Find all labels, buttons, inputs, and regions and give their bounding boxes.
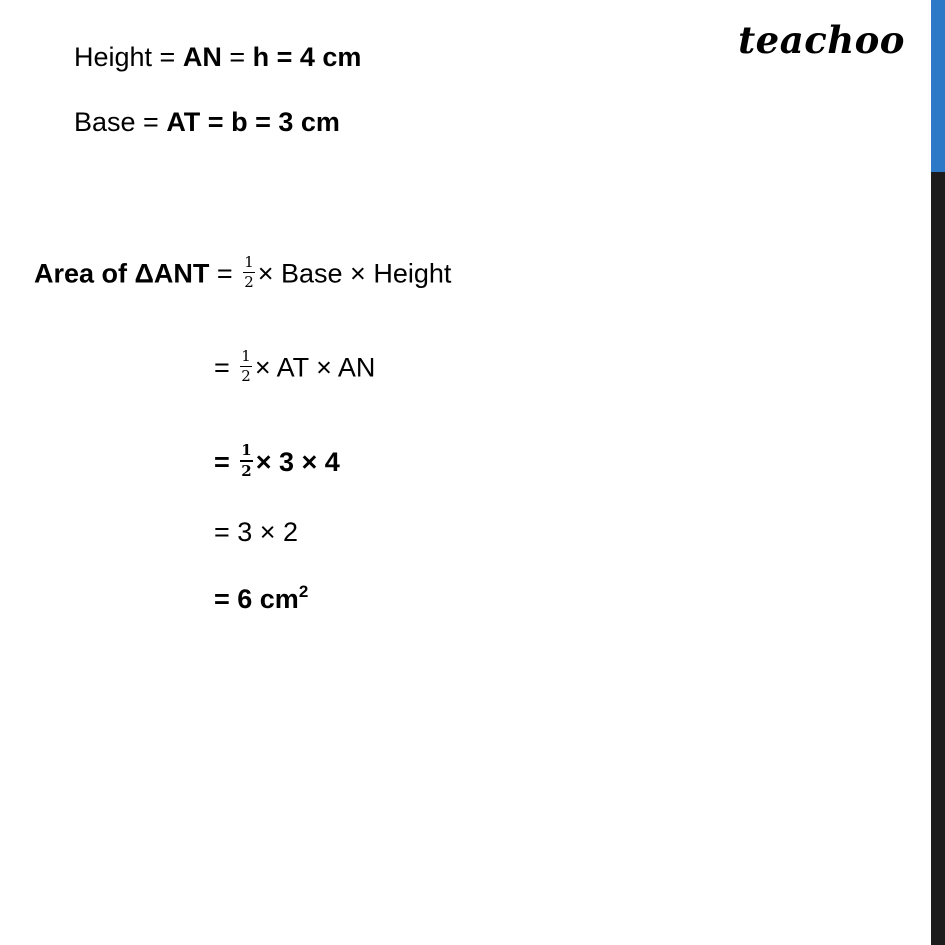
step-multiply: = 3 × 2	[214, 517, 299, 547]
result-value: = 6 cm	[214, 584, 299, 614]
teachoo-logo: teachoo	[738, 18, 905, 62]
result-exponent: 2	[298, 582, 309, 601]
base-value: AT = b = 3 cm	[166, 107, 340, 137]
result-line	[214, 582, 309, 614]
base-prefix: Base =	[74, 107, 167, 137]
step2-equals: =	[214, 352, 230, 383]
height-eq: =	[221, 42, 253, 72]
area-formula-line	[34, 253, 452, 293]
half-fraction: $\frac{1}{2}$	[244, 253, 254, 291]
step-substitute	[214, 441, 340, 482]
area-label: Area of ΔANT	[34, 258, 210, 289]
height-line	[74, 44, 361, 71]
base-line	[74, 109, 340, 136]
height-prefix: Height =	[74, 42, 183, 72]
height-value: h = 4 cm	[252, 42, 362, 72]
step2-rest: × AT × AN	[254, 352, 376, 383]
step-at-an	[214, 347, 376, 387]
height-an: AN	[182, 42, 222, 72]
half-fraction: $\frac{1}{2}$	[241, 347, 251, 385]
scrollbar-thumb[interactable]	[931, 0, 945, 172]
formula-rest: × Base × Height	[257, 258, 452, 289]
area-eq: =	[209, 258, 241, 289]
half-fraction-bold: $\frac{1}{2}$	[241, 441, 252, 480]
step3-equals: =	[214, 447, 230, 478]
step3-rest: × 3 × 4	[255, 447, 340, 478]
